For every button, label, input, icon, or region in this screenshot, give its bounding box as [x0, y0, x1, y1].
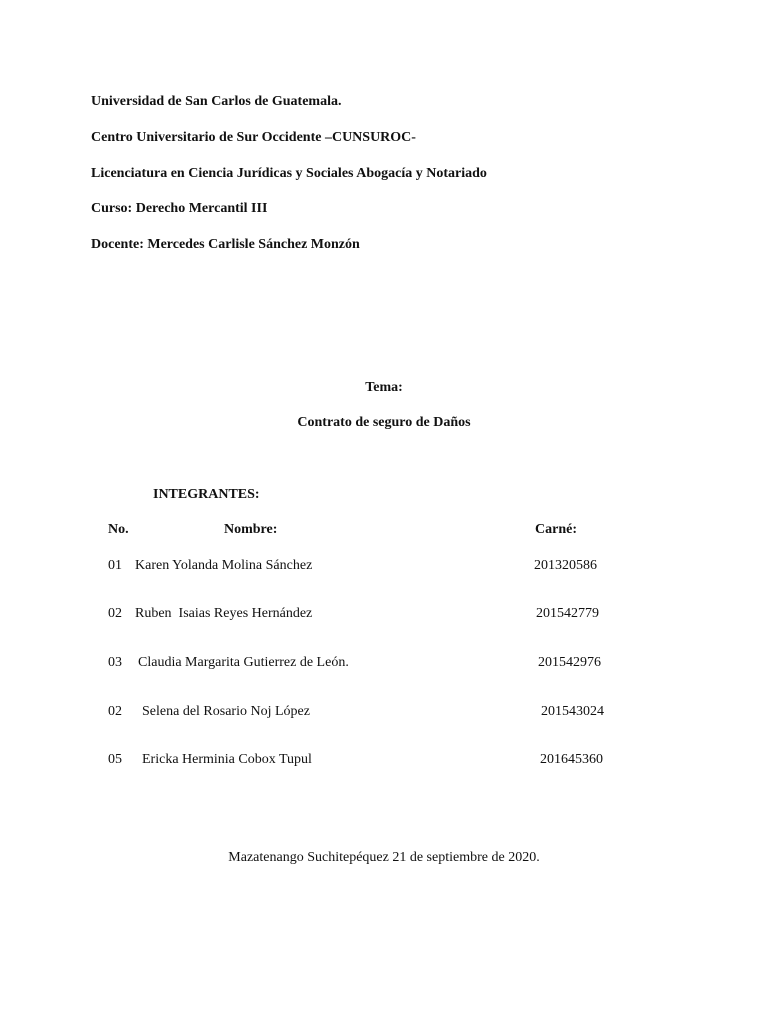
member-carne: 201543024 [541, 704, 604, 719]
place-and-date: Mazatenango Suchitepéquez 21 de septiembre de 2020. [228, 850, 540, 865]
member-name: Claudia Margarita Gutierrez de León. [138, 655, 349, 670]
member-name: Selena del Rosario Noj López [142, 704, 310, 719]
member-number: 02 [108, 606, 122, 621]
table-row [0, 605, 768, 625]
column-header-no: No. [108, 522, 129, 537]
university-center: Centro Universitario de Sur Occidente –CUNSUROC- [91, 130, 416, 145]
member-name: Karen Yolanda Molina Sánchez [135, 558, 313, 573]
table-row [0, 703, 768, 723]
member-name: Ruben Isaias Reyes Hernández [135, 606, 313, 621]
member-number: 03 [108, 655, 122, 670]
member-carne: 201320586 [534, 558, 597, 573]
topic-label: Tema: [365, 380, 403, 395]
member-name: Ericka Herminia Cobox Tupul [142, 752, 312, 767]
course-name: Curso: Derecho Mercantil III [91, 201, 268, 216]
table-row [0, 751, 768, 771]
member-number: 01 [108, 558, 122, 573]
member-number: 02 [108, 704, 122, 719]
members-title: INTEGRANTES: [153, 487, 260, 502]
member-carne: 201542779 [536, 606, 599, 621]
column-header-name: Nombre: [224, 522, 278, 537]
member-carne: 201542976 [538, 655, 601, 670]
table-row [0, 557, 768, 577]
university-name: Universidad de San Carlos de Guatemala. [91, 94, 342, 109]
column-header-carne: Carné: [535, 522, 577, 537]
topic-value: Contrato de seguro de Daños [297, 415, 471, 430]
teacher-name: Docente: Mercedes Carlisle Sánchez Monzón [91, 237, 360, 252]
table-row [0, 654, 768, 674]
member-number: 05 [108, 752, 122, 767]
member-carne: 201645360 [540, 752, 603, 767]
degree-program: Licenciatura en Ciencia Jurídicas y Sociales Abogacía y Notariado [91, 166, 487, 181]
